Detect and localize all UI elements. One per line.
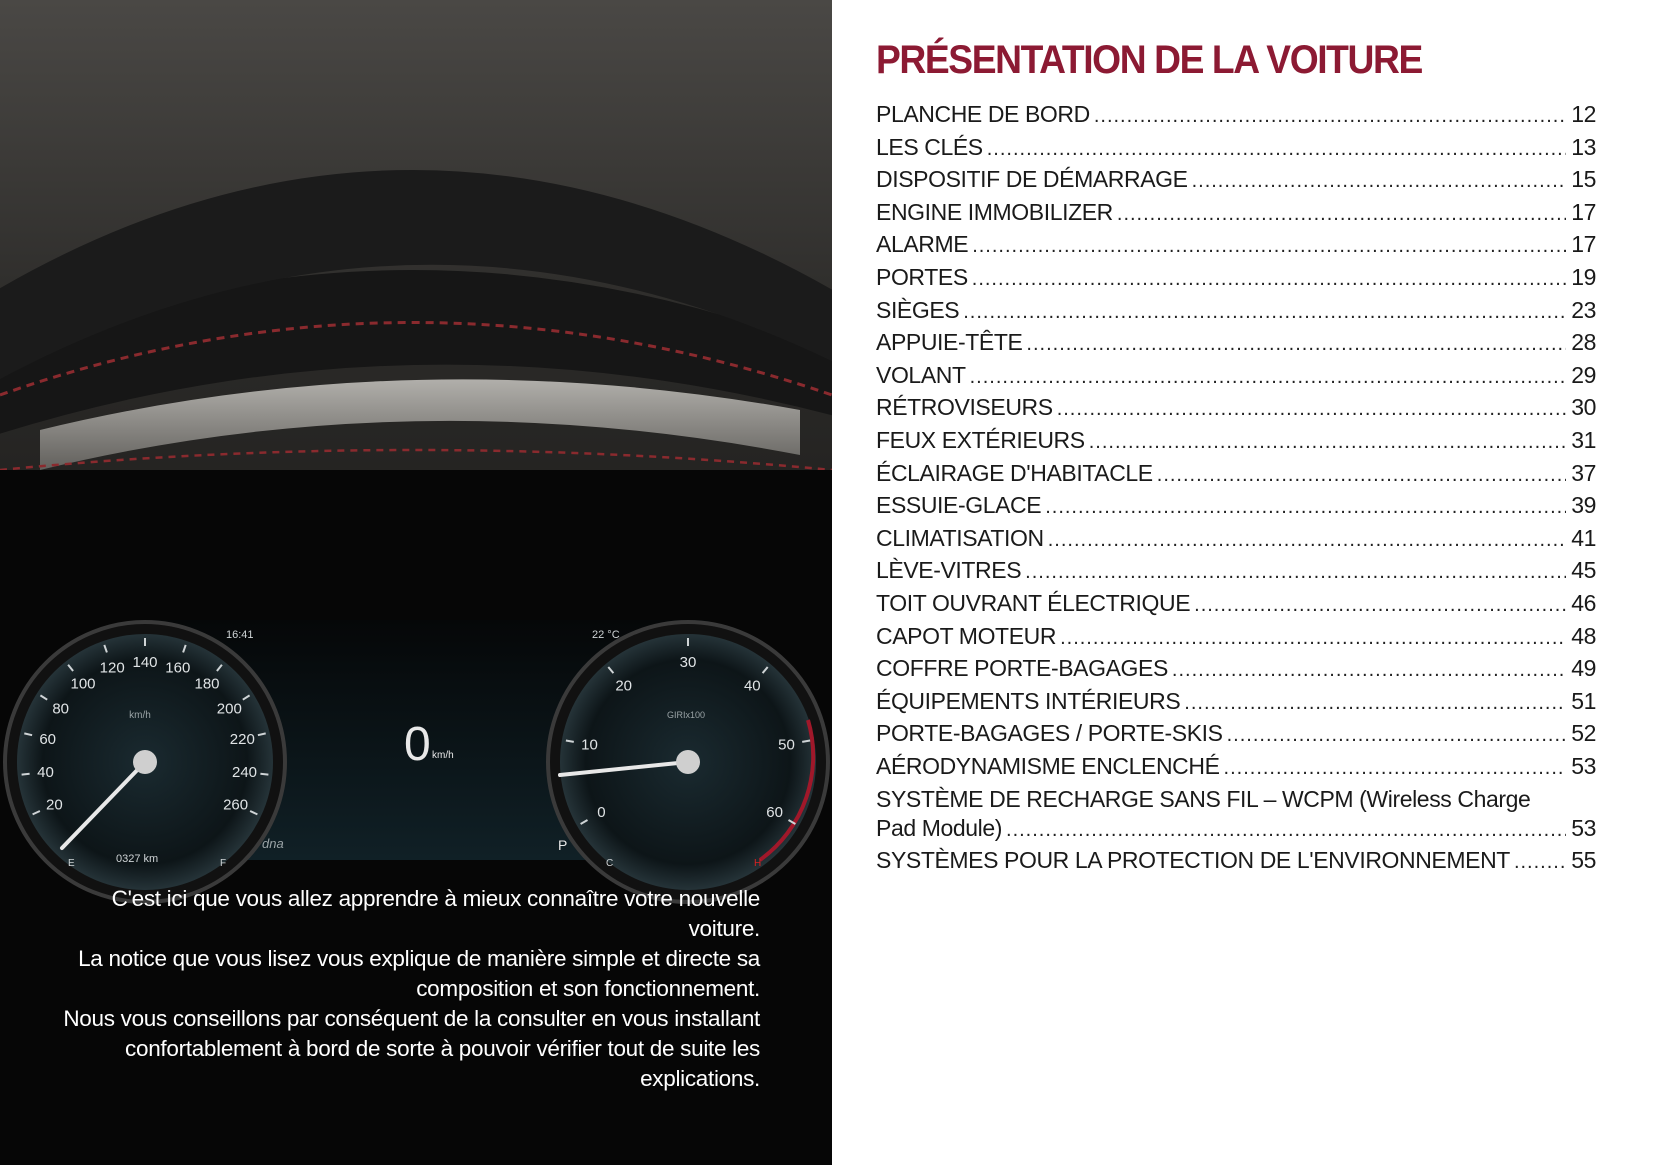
tacho-tick-mark: [566, 741, 574, 742]
table-of-contents: [876, 101, 1596, 880]
toc-entry-page: 31: [1571, 426, 1596, 453]
toc-leader-dots: [1227, 724, 1566, 747]
toc-leader-dots: [1514, 851, 1566, 874]
toc-entry-page: 23: [1571, 296, 1596, 323]
speedo-tick-mark: [260, 774, 268, 775]
tacho-tick-label: 10: [581, 736, 598, 754]
clock: 16:41: [226, 629, 254, 641]
toc-entry-page: 52: [1571, 720, 1596, 747]
toc-entry-page: 53: [1571, 815, 1596, 842]
tacho-tick-label: 20: [615, 677, 633, 695]
toc-entry-page: 15: [1571, 166, 1596, 193]
toc-entry-label: FEUX EXTÉRIEURS: [876, 426, 1085, 453]
toc-entry[interactable]: [876, 847, 1596, 880]
toc-leader-dots: [1157, 464, 1566, 487]
toc-entry[interactable]: [876, 623, 1596, 656]
toc-leader-dots: [963, 301, 1566, 324]
speed-needle-hub: [133, 750, 157, 774]
speedo-unit: km/h: [129, 710, 151, 721]
toc-entry-label: ÉQUIPEMENTS INTÉRIEURS: [876, 687, 1181, 714]
toc-entry[interactable]: [876, 525, 1596, 558]
toc-entry[interactable]: [876, 329, 1596, 362]
dna-logo: dna: [262, 836, 284, 851]
speedo-tick-label: 160: [165, 659, 191, 677]
toc-entry-label: AÉRODYNAMISME ENCLENCHÉ: [876, 752, 1220, 779]
toc-entry-label: RÉTROVISEURS: [876, 394, 1053, 421]
toc-entry-page: 12: [1571, 101, 1596, 127]
toc-entry-label: CAPOT MOTEUR: [876, 622, 1057, 649]
speedo-tick-label: 60: [39, 730, 57, 748]
digital-speed-unit: km/h: [432, 750, 454, 761]
tacho-tick-label: 40: [743, 677, 761, 695]
toc-entry-label: DISPOSITIF DE DÉMARRAGE: [876, 166, 1188, 193]
toc-entry-page: 17: [1571, 231, 1596, 258]
toc-entry-page: 13: [1571, 133, 1596, 160]
toc-leader-dots: [1194, 594, 1566, 617]
toc-entry-page: 46: [1571, 589, 1596, 616]
toc-entry-page: 39: [1571, 492, 1596, 519]
section-title: PRÉSENTATION DE LA VOITURE: [876, 38, 1422, 82]
toc-entry-page: 37: [1571, 459, 1596, 486]
toc-entry-label: APPUIE-TÊTE: [876, 329, 1023, 356]
toc-entry-label: PLANCHE DE BORD: [876, 101, 1090, 127]
toc-entry-page: 17: [1571, 198, 1596, 225]
toc-entry-label: TOIT OUVRANT ÉLECTRIQUE: [876, 589, 1191, 616]
toc-entry-label: SIÈGES: [876, 296, 960, 323]
speedo-tick-label: 200: [216, 700, 242, 718]
toc-entry[interactable]: [876, 492, 1596, 525]
toc-entry[interactable]: [876, 427, 1596, 460]
toc-entry[interactable]: [876, 753, 1596, 786]
toc-entry-label: VOLANT: [876, 361, 966, 388]
toc-leader-dots: [1184, 692, 1566, 715]
toc-entry[interactable]: [876, 785, 1596, 847]
toc-leader-dots: [1224, 757, 1566, 780]
toc-entry-label: PORTE-BAGAGES / PORTE-SKIS: [876, 720, 1223, 747]
toc-entry-page: 19: [1571, 263, 1596, 290]
toc-leader-dots: [1172, 659, 1566, 682]
toc-entry-page: 41: [1571, 524, 1596, 551]
toc-entry[interactable]: [876, 264, 1596, 297]
toc-leader-dots: [1057, 398, 1566, 421]
toc-leader-dots: [1089, 431, 1566, 454]
toc-leader-dots: [972, 235, 1566, 258]
intro-paragraph-3: Nous vous conseillons par conséquent de la consulter en vous installant confortablement à bord de sorte à pouvoir vérifier tout de suite les explications.: [63, 1006, 760, 1091]
speedo-tick-label: 180: [194, 675, 220, 693]
toc-entry-page: 48: [1571, 622, 1596, 649]
fuel-full-label: F: [220, 858, 227, 869]
toc-entry[interactable]: [876, 297, 1596, 330]
toc-entry-label-line2: Pad Module): [876, 815, 1003, 842]
speedo-tick-label: 260: [223, 796, 249, 814]
tacho-tick-label: 0: [597, 804, 606, 821]
toc-leader-dots: [987, 138, 1566, 161]
gear-indicator: P: [558, 837, 568, 853]
temp-hot-label: H: [754, 858, 762, 869]
intro-paragraph-2: La notice que vous lisez vous explique de manière simple et directe sa composition et son fonctionnement.: [78, 946, 760, 1001]
toc-entry-label-line1: SYSTÈME DE RECHARGE SANS FIL – WCPM (Wireless Charge: [876, 786, 1531, 813]
odometer: 0327 km: [116, 853, 159, 865]
toc-entry[interactable]: [876, 688, 1596, 721]
toc-leader-dots: [1025, 561, 1566, 584]
toc-entry-label: PORTES: [876, 263, 968, 290]
toc-leader-dots: [1094, 105, 1566, 128]
toc-leader-dots: [972, 268, 1566, 291]
toc-entry-label: SYSTÈMES POUR LA PROTECTION DE L'ENVIRONNEMENT: [876, 847, 1510, 874]
speedo-tick-label: 20: [46, 796, 63, 814]
tacho-tick-mark: [802, 741, 810, 742]
toc-leader-dots: [1048, 529, 1566, 552]
toc-entry[interactable]: [876, 199, 1596, 232]
speedo-tick-label: 120: [99, 659, 125, 677]
toc-entry[interactable]: [876, 394, 1596, 427]
toc-entry[interactable]: [876, 231, 1596, 264]
speedo-tick-label: 140: [132, 654, 158, 671]
toc-entry[interactable]: [876, 362, 1596, 395]
digital-speed: 0: [404, 718, 431, 771]
toc-entry-label: ÉCLAIRAGE D'HABITACLE: [876, 459, 1153, 486]
toc-entry-label: CLIMATISATION: [876, 524, 1044, 551]
toc-entry[interactable]: [876, 101, 1596, 134]
toc-entry-label: LÈVE-VITRES: [876, 557, 1022, 584]
toc-entry-page: 29: [1571, 361, 1596, 388]
toc-entry-label: COFFRE PORTE-BAGAGES: [876, 655, 1168, 682]
speedo-tick-label: 80: [52, 700, 70, 718]
fuel-empty-label: E: [68, 858, 75, 869]
toc-entry-label: ALARME: [876, 231, 969, 258]
toc-entry[interactable]: [876, 460, 1596, 493]
intro-text: [60, 884, 760, 1094]
tacho-unit: GIRIx100: [666, 710, 706, 720]
speedo-tick-label: 220: [229, 730, 255, 748]
speedo-tick-mark: [22, 774, 30, 775]
toc-leader-dots: [1192, 170, 1566, 193]
toc-entry-label: ESSUIE-GLACE: [876, 492, 1042, 519]
toc-entry-page: 45: [1571, 557, 1596, 584]
toc-entry-label: LES CLÉS: [876, 133, 983, 160]
toc-entry-label: ENGINE IMMOBILIZER: [876, 198, 1113, 225]
toc-leader-dots: [1026, 333, 1566, 356]
intro-paragraph-1: C'est ici que vous allez apprendre à mieux connaître votre nouvelle voiture.: [111, 886, 760, 941]
outside-temp: 22 °C: [592, 629, 620, 641]
toc-leader-dots: [1045, 496, 1566, 519]
rpm-needle-hub: [676, 750, 700, 774]
toc-leader-dots: [1060, 627, 1566, 650]
toc-entry[interactable]: [876, 557, 1596, 590]
toc-entry-page: 49: [1571, 655, 1596, 682]
toc-leader-dots: [1117, 203, 1566, 226]
temp-cold-label: C: [606, 858, 614, 869]
toc-entry-page: 53: [1571, 752, 1596, 779]
toc-leader-dots: [970, 366, 1566, 389]
toc-entry[interactable]: [876, 655, 1596, 688]
tacho-tick-label: 50: [778, 736, 795, 754]
toc-entry[interactable]: [876, 720, 1596, 753]
toc-entry-page: 30: [1571, 394, 1596, 421]
toc-entry-page: 51: [1571, 687, 1596, 714]
speedo-tick-label: 240: [231, 764, 258, 782]
toc-entry[interactable]: [876, 134, 1596, 167]
toc-entry-page: 28: [1571, 329, 1596, 356]
speedo-tick-label: 40: [37, 764, 54, 782]
tacho-tick-label: 30: [679, 654, 697, 671]
tacho-tick-label: 60: [766, 804, 783, 821]
toc-leader-dots: [1006, 816, 1566, 845]
toc-entry[interactable]: [876, 590, 1596, 623]
speedo-tick-label: 100: [70, 675, 96, 693]
toc-entry-page: 55: [1571, 847, 1596, 874]
toc-entry[interactable]: [876, 166, 1596, 199]
